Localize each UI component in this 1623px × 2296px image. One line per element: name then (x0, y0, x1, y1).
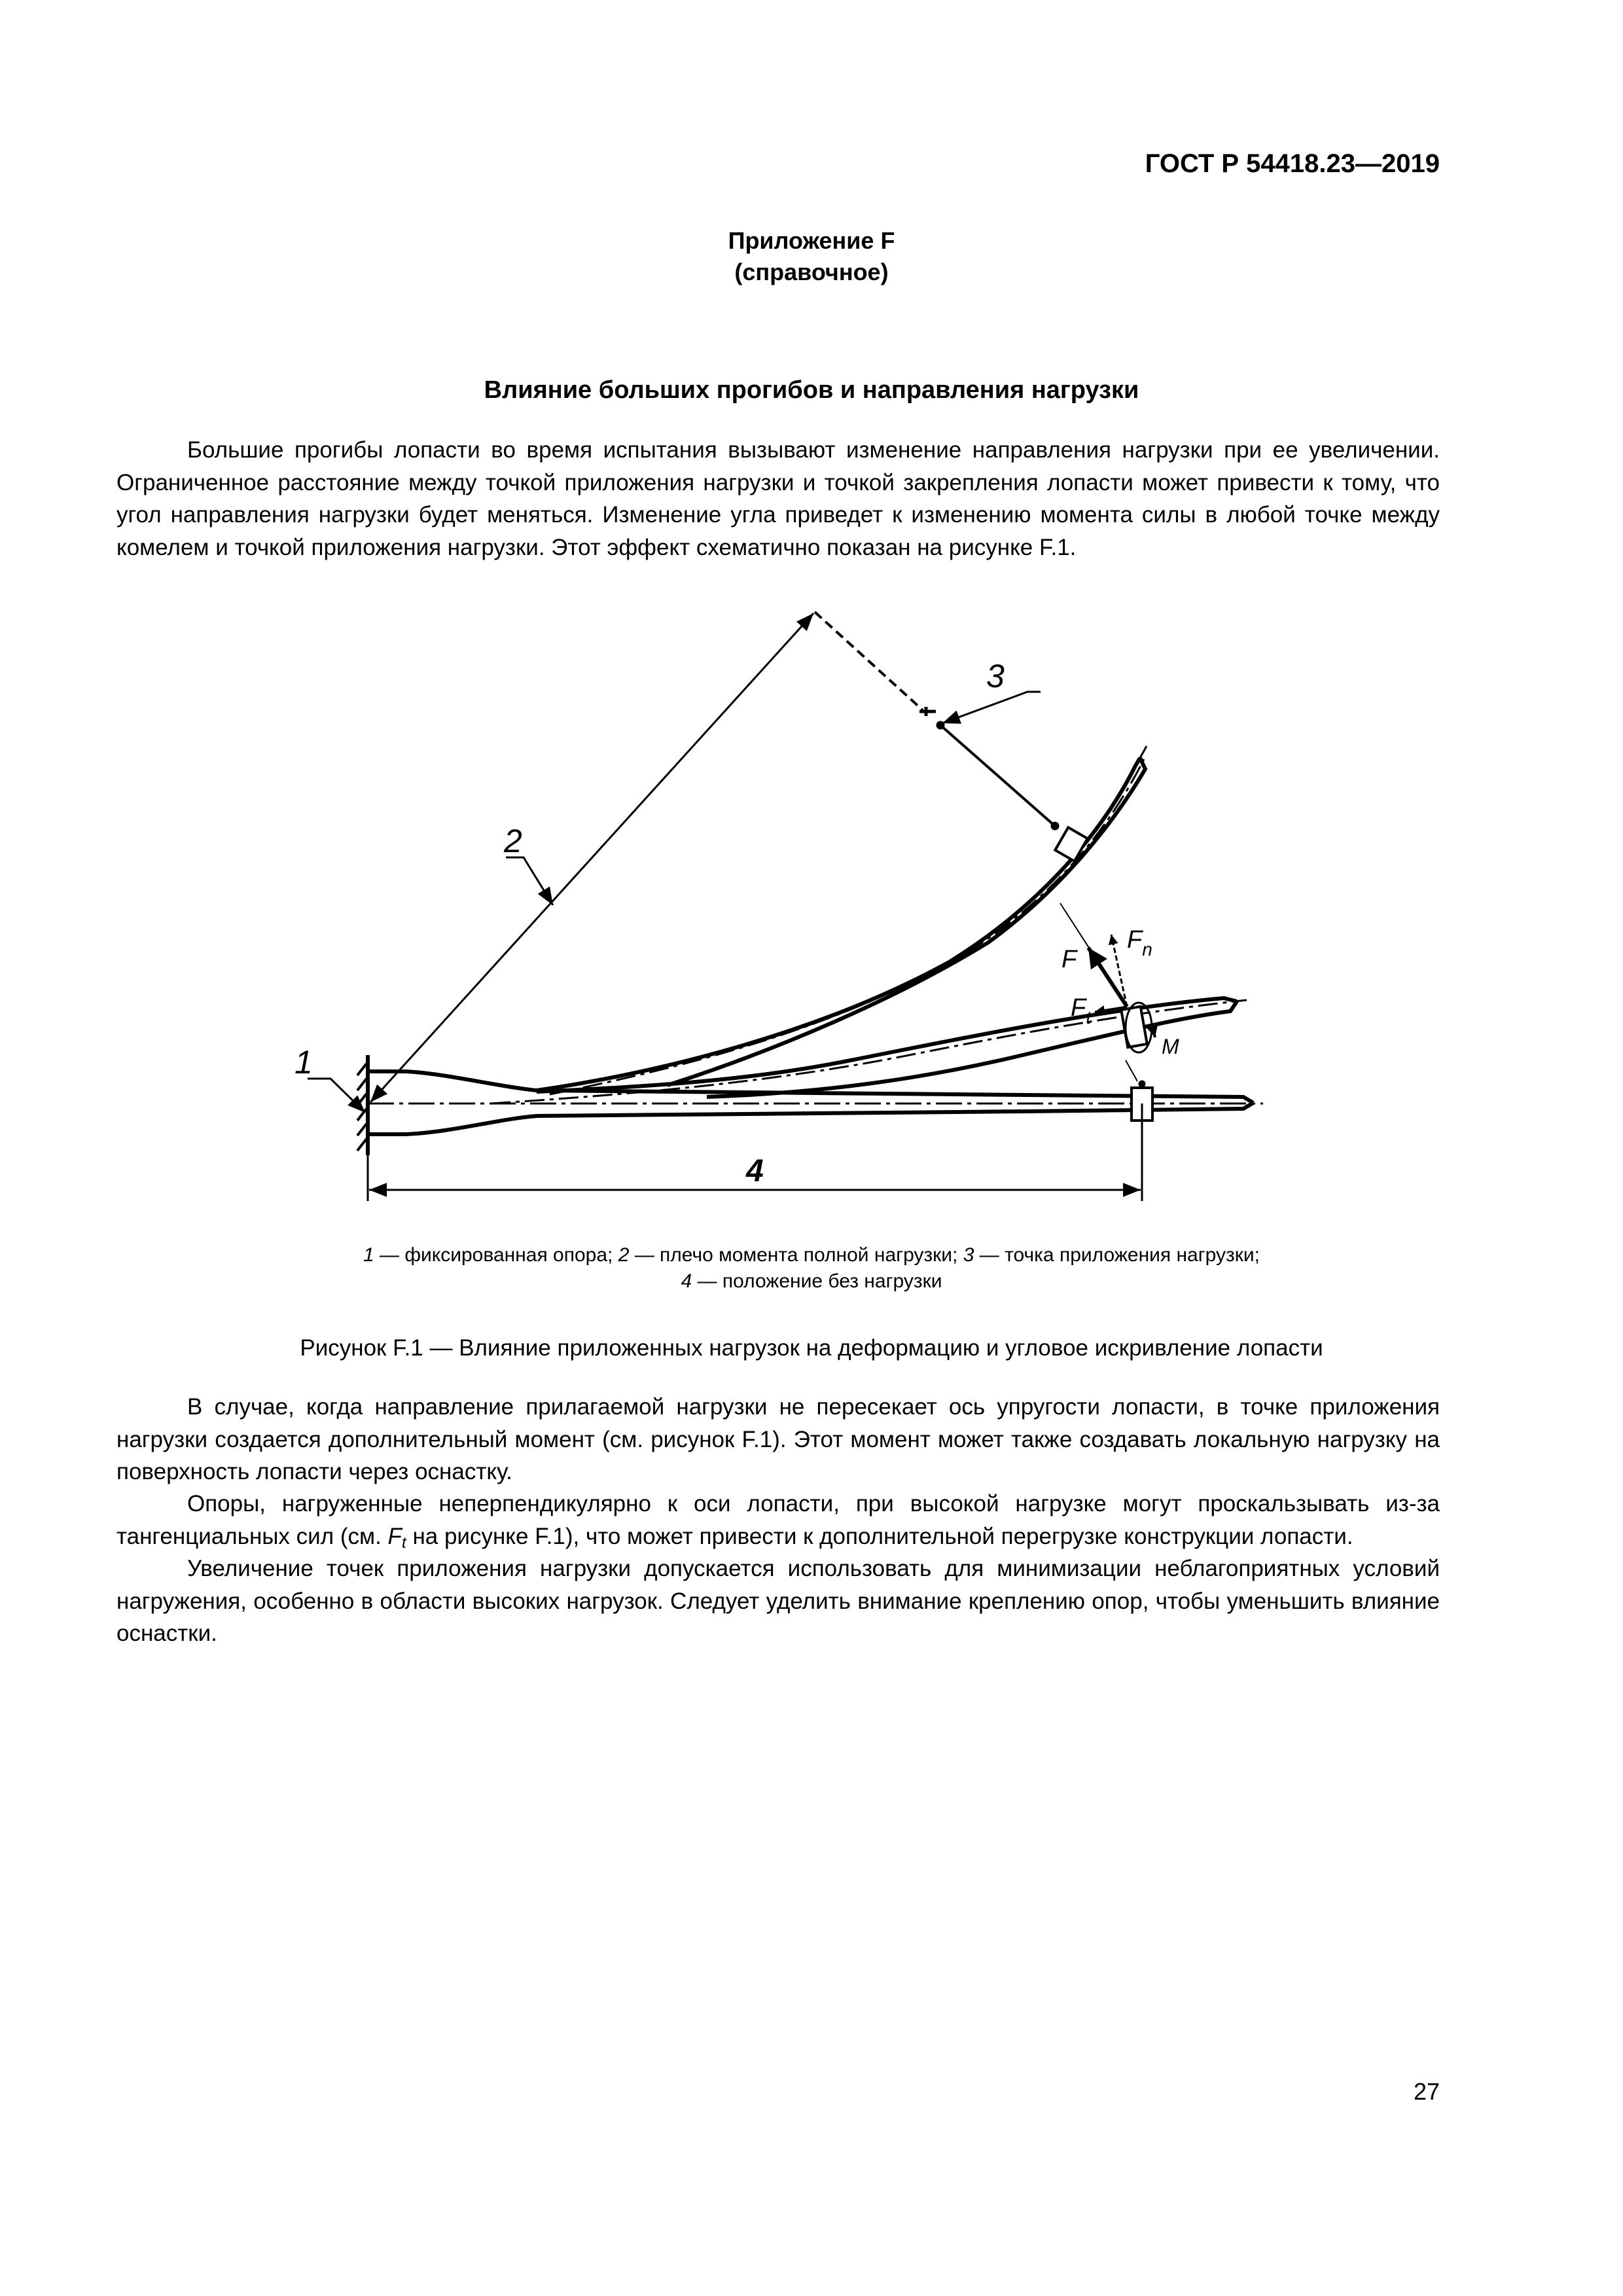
legend-text: — точка приложения нагрузки; (974, 1244, 1260, 1266)
paragraph-4-text: Увеличение точек приложения нагрузки допускается использовать для минимизации неблагоприятных условий нагружения, особенно в области высоких нагрузок. Следует уделить внимание креплению опор, чтобы уменьшить влияние оснастки. (116, 1556, 1440, 1646)
page-number: 27 (1413, 2078, 1440, 2105)
legend-num: 4 (681, 1270, 692, 1292)
standard-code-header: ГОСТ Р 54418.23—2019 (1145, 149, 1440, 178)
figure-label-3: 3 (986, 658, 1005, 694)
force-label-ft: $F_t$ (1071, 994, 1091, 1028)
legend-num: 2 (618, 1244, 630, 1266)
paragraph-4 (116, 1552, 1440, 1650)
paragraph-1-text: Большие прогибы лопасти во время испытания вызывают изменение направления нагрузки при ее увеличении. Ограниченное расстояние между точкой приложения нагрузки и точкой закрепления лопасти может привести к тому, что угол направления нагрузки будет меняться. Изменение угла приведет к изменению момента силы в любой точке между комелем и точкой приложения нагрузки. Этот эффект схематично показан на рисунке F.1. (116, 437, 1440, 560)
legend-text: — положение без нагрузки (692, 1270, 942, 1292)
blade-fully-deflected (537, 746, 1147, 1094)
paragraph-2-text: В случае, когда направление прилагаемой нагрузки не пересекает ось упругости лопасти, в точке приложения нагрузки создается дополнительный момент (см. рисунок F.1). Этот момент может также создавать локальную нагрузку на поверхность лопасти через оснастку. (116, 1394, 1440, 1484)
legend-line-2 (0, 1268, 1623, 1295)
legend-num: 3 (963, 1244, 974, 1266)
paragraph-3 (116, 1488, 1440, 1559)
moment-arm-lines (370, 612, 1059, 1102)
figure-label-1: 1 (294, 1044, 313, 1081)
legend-text: — фиксированная опора; (374, 1244, 618, 1266)
legend-num: 1 (363, 1244, 374, 1266)
moment-label-m: M (1162, 1035, 1179, 1058)
figure-legend (0, 1242, 1623, 1295)
force-label-fn: $F_n$ (1127, 926, 1152, 960)
fixed-support-icon (357, 1055, 368, 1201)
figure-label-4: 4 (746, 1154, 764, 1189)
force-label-f: F (1061, 946, 1077, 973)
legend-line-1 (0, 1242, 1623, 1268)
section-title: Влияние больших прогибов и направления нагрузки (484, 376, 1139, 404)
paragraph-3-text-end: на рисунке F.1), что может привести к дополнительной перегрузке конструкции лопасти. (406, 1523, 1353, 1549)
annex-title: Приложение F (728, 227, 895, 254)
paragraph-3-text: Опоры, нагруженные неперпендикулярно к оси лопасти, при высокой нагрузке могут проскальзывать из-за тангенциальных сил (см. (116, 1491, 1440, 1549)
figure-caption: Рисунок F.1 — Влияние приложенных нагрузок на деформацию и угловое искривление лопасти (300, 1335, 1323, 1361)
symbol-ft: $F_t$ (387, 1523, 406, 1552)
annex-subtitle: (справочное) (734, 259, 889, 285)
figure-label-2: 2 (504, 823, 522, 859)
paragraph-2 (116, 1391, 1440, 1488)
legend-text: — плечо момента полной нагрузки; (629, 1244, 963, 1266)
